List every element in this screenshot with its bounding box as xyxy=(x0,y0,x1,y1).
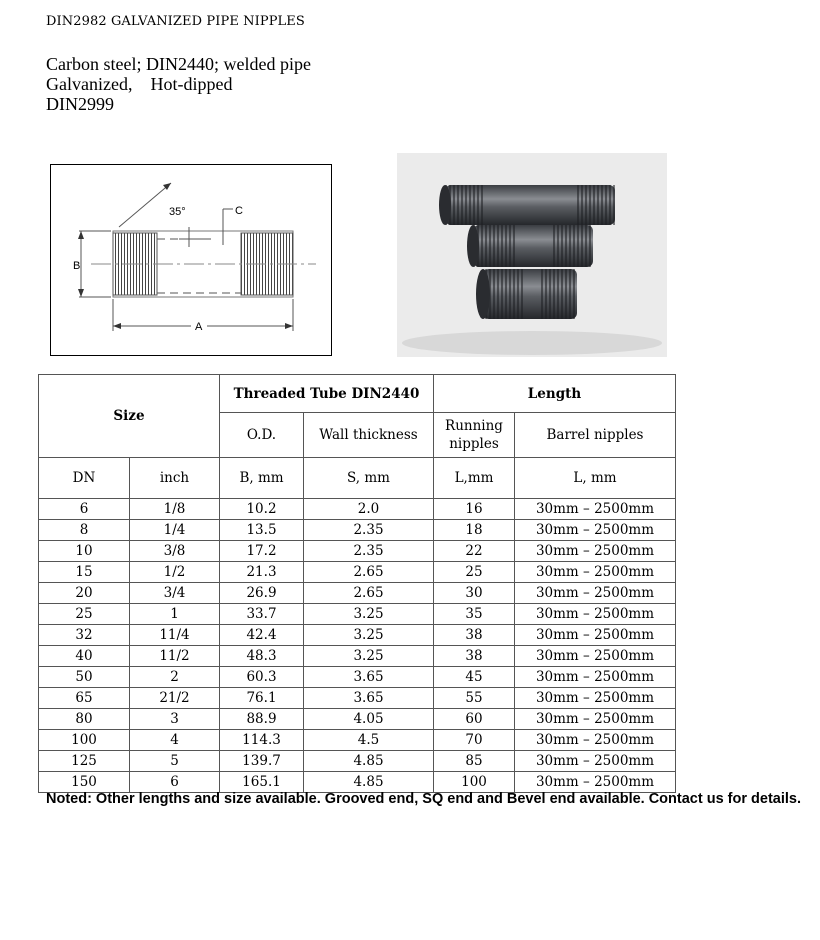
cell-running: 60 xyxy=(434,709,515,730)
table-row xyxy=(39,625,676,646)
cell-dn: 150 xyxy=(39,772,130,793)
thread-angle-label: 35° xyxy=(169,206,186,218)
dimension-c-label: C xyxy=(235,205,243,217)
cell-inch: 3/8 xyxy=(130,541,220,562)
threaded-tube-header: Threaded Tube DIN2440 xyxy=(220,375,434,413)
dimension-b-label: B xyxy=(73,260,81,272)
cell-running: 22 xyxy=(434,541,515,562)
cell-dn: 15 xyxy=(39,562,130,583)
cell-barrel: 30mm – 2500mm xyxy=(515,499,676,520)
unit-s-mm: S, mm xyxy=(304,458,434,499)
cell-od: 165.1 xyxy=(220,772,304,793)
cell-inch: 1/2 xyxy=(130,562,220,583)
cell-dn: 50 xyxy=(39,667,130,688)
cell-barrel: 30mm – 2500mm xyxy=(515,604,676,625)
table-row xyxy=(39,604,676,625)
cell-wall: 4.5 xyxy=(304,730,434,751)
cell-dn: 25 xyxy=(39,604,130,625)
table-row xyxy=(39,730,676,751)
cell-wall: 3.65 xyxy=(304,667,434,688)
table-row xyxy=(39,520,676,541)
cell-dn: 20 xyxy=(39,583,130,604)
cell-wall: 2.65 xyxy=(304,583,434,604)
cell-wall: 2.35 xyxy=(304,520,434,541)
cell-barrel: 30mm – 2500mm xyxy=(515,751,676,772)
cell-barrel: 30mm – 2500mm xyxy=(515,583,676,604)
cell-barrel: 30mm – 2500mm xyxy=(515,709,676,730)
availability-note: Noted: Other lengths and size available. Grooved end, SQ end and Bevel end available. Contact us for details. xyxy=(46,791,801,807)
cell-running: 38 xyxy=(434,646,515,667)
cell-dn: 6 xyxy=(39,499,130,520)
cell-dn: 80 xyxy=(39,709,130,730)
page-title: DIN2982 GALVANIZED PIPE NIPPLES xyxy=(46,14,305,29)
cell-inch: 2 xyxy=(130,667,220,688)
cell-wall: 2.65 xyxy=(304,562,434,583)
cell-wall: 3.25 xyxy=(304,604,434,625)
cell-inch: 1 xyxy=(130,604,220,625)
cell-od: 139.7 xyxy=(220,751,304,772)
cell-barrel: 30mm – 2500mm xyxy=(515,772,676,793)
table-row xyxy=(39,499,676,520)
dimension-a-label: A xyxy=(195,321,203,333)
cell-od: 33.7 xyxy=(220,604,304,625)
cell-inch: 6 xyxy=(130,772,220,793)
cell-od: 10.2 xyxy=(220,499,304,520)
cell-inch: 1/8 xyxy=(130,499,220,520)
cell-running: 85 xyxy=(434,751,515,772)
table-row xyxy=(39,709,676,730)
cell-dn: 125 xyxy=(39,751,130,772)
spec-line-standard: DIN2999 xyxy=(46,94,114,114)
cell-running: 16 xyxy=(434,499,515,520)
cell-inch: 11/2 xyxy=(130,646,220,667)
cell-od: 114.3 xyxy=(220,730,304,751)
barrel-nipples-header: Barrel nipples xyxy=(515,413,676,458)
nipple-spec-table xyxy=(38,374,676,793)
unit-l-mm-barrel: L, mm xyxy=(515,458,676,499)
cell-od: 88.9 xyxy=(220,709,304,730)
table-row xyxy=(39,688,676,709)
cell-wall: 2.0 xyxy=(304,499,434,520)
cell-od: 42.4 xyxy=(220,625,304,646)
cell-od: 76.1 xyxy=(220,688,304,709)
cell-od: 26.9 xyxy=(220,583,304,604)
cell-inch: 4 xyxy=(130,730,220,751)
nipple-drawing xyxy=(50,164,332,356)
cell-dn: 40 xyxy=(39,646,130,667)
cell-dn: 8 xyxy=(39,520,130,541)
cell-od: 17.2 xyxy=(220,541,304,562)
unit-b-mm: B, mm xyxy=(220,458,304,499)
table-row xyxy=(39,751,676,772)
cell-dn: 32 xyxy=(39,625,130,646)
wall-thickness-header: Wall thickness xyxy=(304,413,434,458)
cell-barrel: 30mm – 2500mm xyxy=(515,520,676,541)
cell-wall: 4.85 xyxy=(304,772,434,793)
cell-barrel: 30mm – 2500mm xyxy=(515,667,676,688)
cell-od: 13.5 xyxy=(220,520,304,541)
cell-inch: 3/4 xyxy=(130,583,220,604)
od-header: O.D. xyxy=(220,413,304,458)
cell-dn: 65 xyxy=(39,688,130,709)
cell-inch: 5 xyxy=(130,751,220,772)
table-row xyxy=(39,562,676,583)
cell-dn: 10 xyxy=(39,541,130,562)
table-row xyxy=(39,667,676,688)
cell-od: 21.3 xyxy=(220,562,304,583)
spec-line-material: Carbon steel; DIN2440; welded pipe xyxy=(46,54,311,74)
cell-running: 25 xyxy=(434,562,515,583)
table-row xyxy=(39,583,676,604)
size-header: Size xyxy=(39,375,220,458)
cell-wall: 4.85 xyxy=(304,751,434,772)
length-header: Length xyxy=(434,375,676,413)
cell-od: 60.3 xyxy=(220,667,304,688)
cell-running: 70 xyxy=(434,730,515,751)
cell-barrel: 30mm – 2500mm xyxy=(515,562,676,583)
cell-running: 35 xyxy=(434,604,515,625)
cell-wall: 3.25 xyxy=(304,646,434,667)
cell-barrel: 30mm – 2500mm xyxy=(515,730,676,751)
cell-barrel: 30mm – 2500mm xyxy=(515,646,676,667)
cell-running: 38 xyxy=(434,625,515,646)
cell-running: 45 xyxy=(434,667,515,688)
table-row xyxy=(39,646,676,667)
cell-wall: 4.05 xyxy=(304,709,434,730)
cell-wall: 3.25 xyxy=(304,625,434,646)
cell-running: 55 xyxy=(434,688,515,709)
cell-od: 48.3 xyxy=(220,646,304,667)
cell-barrel: 30mm – 2500mm xyxy=(515,541,676,562)
table-row xyxy=(39,541,676,562)
unit-dn: DN xyxy=(39,458,130,499)
cell-running: 100 xyxy=(434,772,515,793)
cell-barrel: 30mm – 2500mm xyxy=(515,688,676,709)
cell-running: 18 xyxy=(434,520,515,541)
cell-inch: 11/4 xyxy=(130,625,220,646)
cell-inch: 21/2 xyxy=(130,688,220,709)
nipples-photo xyxy=(397,153,667,357)
unit-inch: inch xyxy=(130,458,220,499)
unit-l-mm-running: L,mm xyxy=(434,458,515,499)
cell-inch: 3 xyxy=(130,709,220,730)
units-row xyxy=(39,458,676,499)
cell-inch: 1/4 xyxy=(130,520,220,541)
spec-line-finish: Galvanized, Hot-dipped xyxy=(46,74,233,94)
cell-wall: 3.65 xyxy=(304,688,434,709)
cell-barrel: 30mm – 2500mm xyxy=(515,625,676,646)
cell-wall: 2.35 xyxy=(304,541,434,562)
cell-dn: 100 xyxy=(39,730,130,751)
cell-running: 30 xyxy=(434,583,515,604)
running-nipples-header: Running nipples xyxy=(434,413,515,458)
